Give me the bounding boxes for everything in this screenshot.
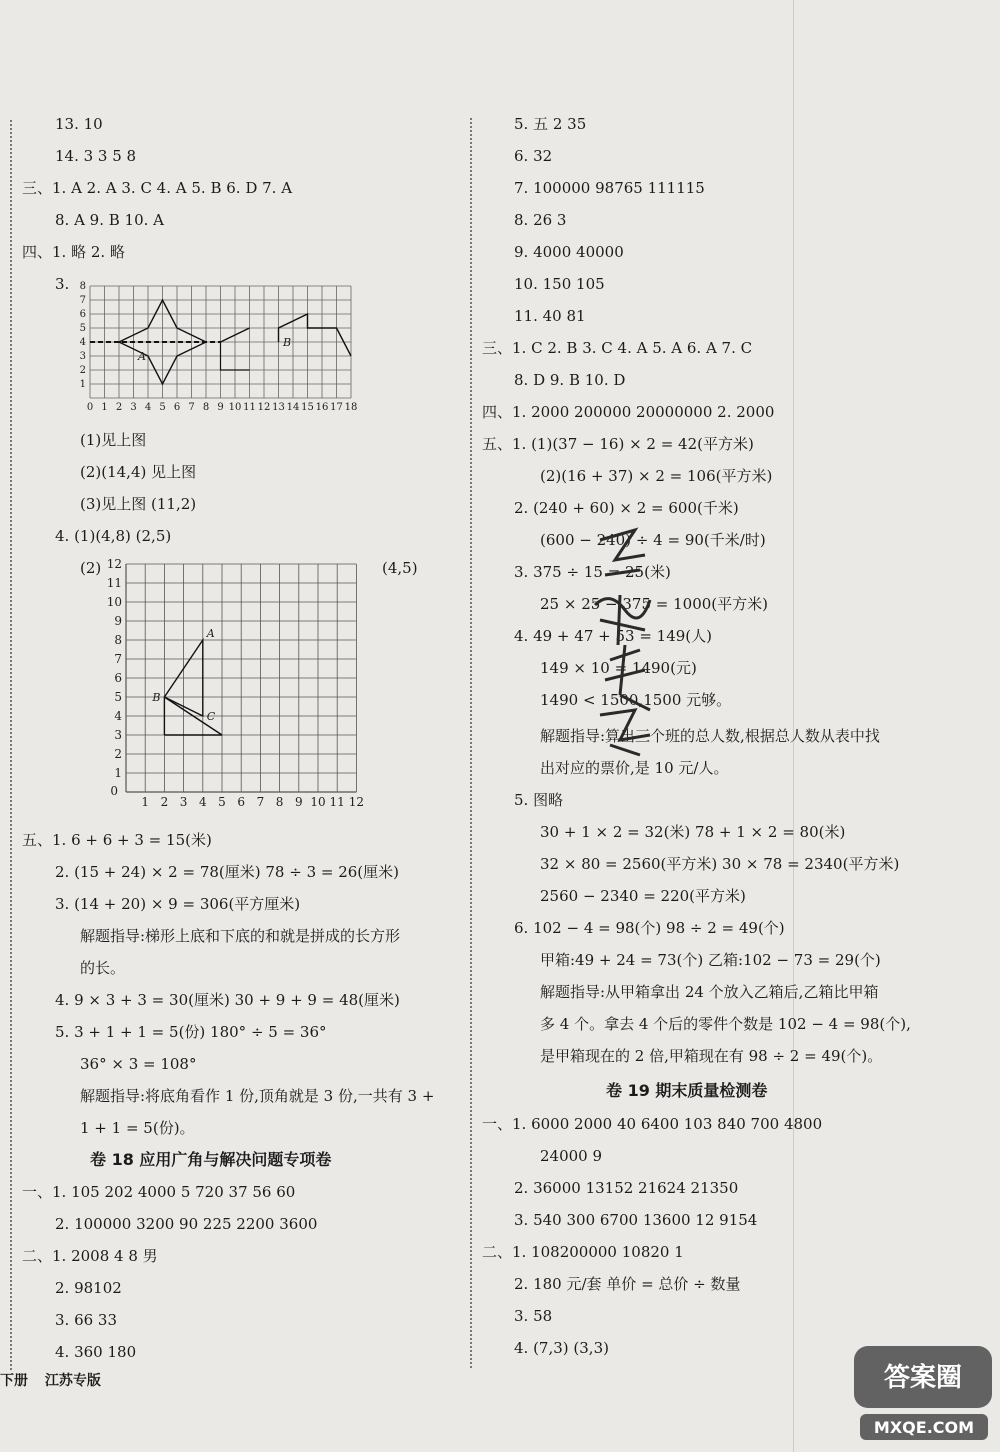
answer-line: 4. 9 × 3 + 3 = 30(厘米) 30 + 9 + 9 = 48(厘米)	[55, 991, 400, 1009]
x-tick-label: 7	[256, 795, 265, 809]
answer-line: (3)见上图 (11,2)	[80, 495, 197, 513]
answer-line: 24000 9	[540, 1147, 603, 1165]
y-tick-label: 3	[79, 351, 86, 362]
answer-line: 是甲箱现在的 2 倍,甲箱现在有 98 ÷ 2 = 49(个)。	[540, 1047, 883, 1065]
answer-line: 三、1. A 2. A 3. C 4. A 5. B 6. D 7. A	[22, 179, 293, 197]
answer-line: 2560 − 2340 = 220(平方米)	[540, 887, 746, 905]
x-tick-label: 6	[173, 402, 181, 413]
x-tick-label: 0	[86, 402, 94, 413]
point-label: B	[152, 691, 161, 704]
section-heading-juan-18: 卷 18 应用广角与解决问题专项卷	[90, 1150, 332, 1169]
x-tick-label: 5	[218, 795, 226, 809]
answer-line: (1)见上图	[80, 431, 147, 449]
answer-line: 5. 3 + 1 + 1 = 5(份) 180° ÷ 5 = 36°	[55, 1023, 327, 1041]
answer-line: 二、1. 108200000 10820 1	[482, 1243, 684, 1261]
answer-line: 2. 100000 3200 90 225 2200 3600	[55, 1215, 318, 1233]
column-divider	[470, 118, 472, 1368]
x-tick-label: 15	[301, 402, 314, 413]
y-tick-label: 6	[114, 671, 122, 685]
edition-label: 江苏专版	[44, 1373, 101, 1389]
volume-label: 下册	[0, 1373, 28, 1389]
origin-label: 0	[110, 784, 118, 798]
answer-line: 五、1. (1)(37 − 16) × 2 = 42(平方米)	[482, 435, 754, 453]
answer-line: 五、1. 6 + 6 + 3 = 15(米)	[22, 831, 212, 849]
x-tick-label: 4	[144, 402, 152, 413]
point-label: B	[283, 336, 292, 349]
x-tick-label: 2	[115, 402, 123, 413]
x-tick-label: 11	[243, 402, 256, 413]
answer-line: 解题指导:梯形上底和下底的和就是拼成的长方形	[80, 927, 401, 945]
answer-line: 出对应的票价,是 10 元/人。	[540, 759, 729, 777]
answer-line: 解题指导:算出三个班的总人数,根据总人数从表中找	[540, 727, 880, 745]
x-tick-label: 8	[275, 795, 284, 809]
answer-line: 9. 4000 40000	[514, 243, 624, 261]
x-tick-label: 12	[348, 795, 365, 809]
answer-line: 1 + 1 = 5(份)。	[80, 1119, 195, 1137]
answer-line: 四、1. 略 2. 略	[22, 243, 125, 261]
answer-line: 8. 26 3	[514, 211, 567, 229]
answer-line: 6. 102 − 4 = 98(个) 98 ÷ 2 = 49(个)	[514, 919, 785, 937]
y-tick-label: 7	[79, 295, 86, 306]
answer-line: 3. 58	[514, 1307, 553, 1325]
point-label: A	[138, 350, 146, 363]
answer-line: 三、1. C 2. B 3. C 4. A 5. A 6. A 7. C	[482, 339, 753, 357]
x-tick-label: 11	[329, 795, 345, 809]
answer-line: 解题指导:将底角看作 1 份,顶角就是 3 份,一共有 3 +	[80, 1087, 435, 1105]
point-label: A	[206, 627, 215, 640]
answer-line: 10. 150 105	[514, 275, 605, 293]
answer-line: 30 + 1 × 2 = 32(米) 78 + 1 × 2 = 80(米)	[540, 823, 846, 841]
answer-line: 3.	[55, 275, 70, 293]
page-footer	[0, 1370, 113, 1390]
y-tick-label: 5	[114, 690, 122, 704]
answer-line: 4. (1)(4,8) (2,5)	[55, 527, 172, 545]
x-tick-label: 13	[272, 402, 285, 413]
quadrilateral-shape	[279, 314, 352, 356]
answer-line: 四、1. 2000 200000 20000000 2. 2000	[482, 403, 775, 421]
x-tick-label: 1	[101, 402, 108, 413]
answer-line: 14. 3 3 5 8	[55, 147, 137, 165]
x-tick-label: 1	[141, 795, 150, 809]
x-tick-label: 17	[330, 402, 343, 413]
answer-line: 甲箱:49 + 24 = 73(个) 乙箱:102 − 73 = 29(个)	[540, 951, 881, 969]
y-tick-label: 4	[114, 709, 122, 723]
x-tick-label: 4	[198, 795, 207, 809]
answer-line: (2)(14,4) 见上图	[80, 463, 197, 481]
answer-line: 5. 图略	[514, 791, 564, 809]
section-heading-juan-19: 卷 19 期末质量检测卷	[606, 1081, 768, 1100]
y-tick-label: 5	[79, 323, 86, 334]
x-tick-label: 6	[237, 795, 246, 809]
x-tick-label: 5	[159, 402, 166, 413]
y-tick-label: 11	[106, 576, 122, 590]
answer-line: 1490 < 1500,1500 元够。	[540, 691, 732, 709]
handwritten-scribble	[580, 520, 670, 760]
answer-line: 149 × 10 = 1490(元)	[540, 659, 697, 677]
y-tick-label: 4	[79, 337, 86, 348]
x-tick-label: 9	[294, 795, 303, 809]
y-tick-label: 9	[114, 614, 122, 628]
answer-line: 3. 375 ÷ 15 = 25(米)	[514, 563, 671, 581]
answer-line: 25 × 25 − 375 = 1000(平方米)	[540, 595, 768, 613]
y-tick-label: 1	[114, 766, 122, 780]
answer-line: 13. 10	[55, 115, 103, 133]
x-tick-label: 3	[130, 402, 137, 413]
y-tick-label: 2	[114, 747, 122, 761]
y-tick-label: 12	[106, 557, 122, 571]
x-tick-label: 14	[286, 402, 300, 413]
x-tick-label: 2	[160, 795, 169, 809]
answer-line: (600 − 240) ÷ 4 = 90(千米/时)	[540, 531, 766, 549]
x-tick-label: 8	[202, 402, 210, 413]
answer-line: 4. (7,3) (3,3)	[514, 1339, 609, 1357]
answer-line: 解题指导:从甲箱拿出 24 个放入乙箱后,乙箱比甲箱	[540, 983, 879, 1001]
answer-line: 一、1. 105 202 4000 5 720 37 56 60	[22, 1183, 296, 1201]
x-tick-label: 10	[228, 402, 242, 413]
y-tick-label: 1	[79, 379, 86, 390]
y-tick-label: 8	[114, 633, 122, 647]
answer-line: 的长。	[80, 959, 126, 977]
x-tick-label: 9	[217, 402, 224, 413]
coordinate-grid-1	[78, 276, 378, 416]
y-tick-label: 2	[79, 365, 86, 376]
watermark-url-text: MXQE.COM	[873, 1418, 975, 1437]
binding-margin-line	[10, 120, 12, 1370]
answer-line: (4,5)	[382, 559, 418, 577]
answer-line: 5. 五 2 35	[514, 115, 587, 133]
site-watermark-logo	[850, 1340, 995, 1448]
answer-line: 11. 40 81	[514, 307, 586, 325]
y-tick-label: 7	[114, 652, 122, 666]
answer-line: 8. D 9. B 10. D	[514, 371, 626, 389]
x-tick-label: 10	[310, 795, 326, 809]
answer-line: 2. (240 + 60) × 2 = 600(千米)	[514, 499, 739, 517]
answer-line: 4. 360 180	[55, 1343, 137, 1361]
answer-line: 4. 49 + 47 + 53 = 149(人)	[514, 627, 712, 645]
answer-line: 36° × 3 = 108°	[80, 1055, 197, 1073]
answer-line: 3. 540 300 6700 13600 12 9154	[514, 1211, 758, 1229]
x-tick-label: 12	[257, 402, 271, 413]
answer-line: 2. 180 元/套 单价 = 总价 ÷ 数量	[514, 1275, 741, 1293]
y-tick-label: 6	[79, 309, 86, 320]
answer-line: (2)	[80, 559, 102, 577]
x-tick-label: 7	[188, 402, 195, 413]
answer-line: 多 4 个。拿去 4 个后的零件个数是 102 − 4 = 98(个),	[540, 1015, 911, 1033]
answer-line: 一、1. 6000 2000 40 6400 103 840 700 4800	[482, 1115, 823, 1133]
y-tick-label: 8	[79, 281, 86, 292]
answer-line: 二、1. 2008 4 8 男	[22, 1247, 158, 1265]
point-label: C	[206, 710, 216, 723]
answer-line: 7. 100000 98765 111115	[514, 179, 705, 197]
answer-line: 32 × 80 = 2560(平方米) 30 × 78 = 2340(平方米)	[540, 855, 900, 873]
answer-line: (2)(16 + 37) × 2 = 106(平方米)	[540, 467, 773, 485]
y-tick-label: 3	[114, 728, 122, 742]
answer-line: 2. 98102	[55, 1279, 122, 1297]
x-tick-label: 18	[344, 402, 358, 413]
answer-line: 2. (15 + 24) × 2 = 78(厘米) 78 ÷ 3 = 26(厘米)	[55, 863, 400, 881]
watermark-top-text: 答案圈	[883, 1363, 963, 1393]
x-tick-label: 3	[179, 795, 188, 809]
x-tick-label: 16	[315, 402, 329, 413]
answer-line: 3. (14 + 20) × 9 = 306(平方厘米)	[55, 895, 301, 913]
y-tick-label: 10	[106, 595, 122, 609]
answer-line: 2. 36000 13152 21624 21350	[514, 1179, 739, 1197]
coordinate-grid-2	[100, 556, 370, 816]
answer-line: 8. A 9. B 10. A	[55, 211, 165, 229]
answer-line: 3. 66 33	[55, 1311, 118, 1329]
answer-line: 6. 32	[514, 147, 553, 165]
